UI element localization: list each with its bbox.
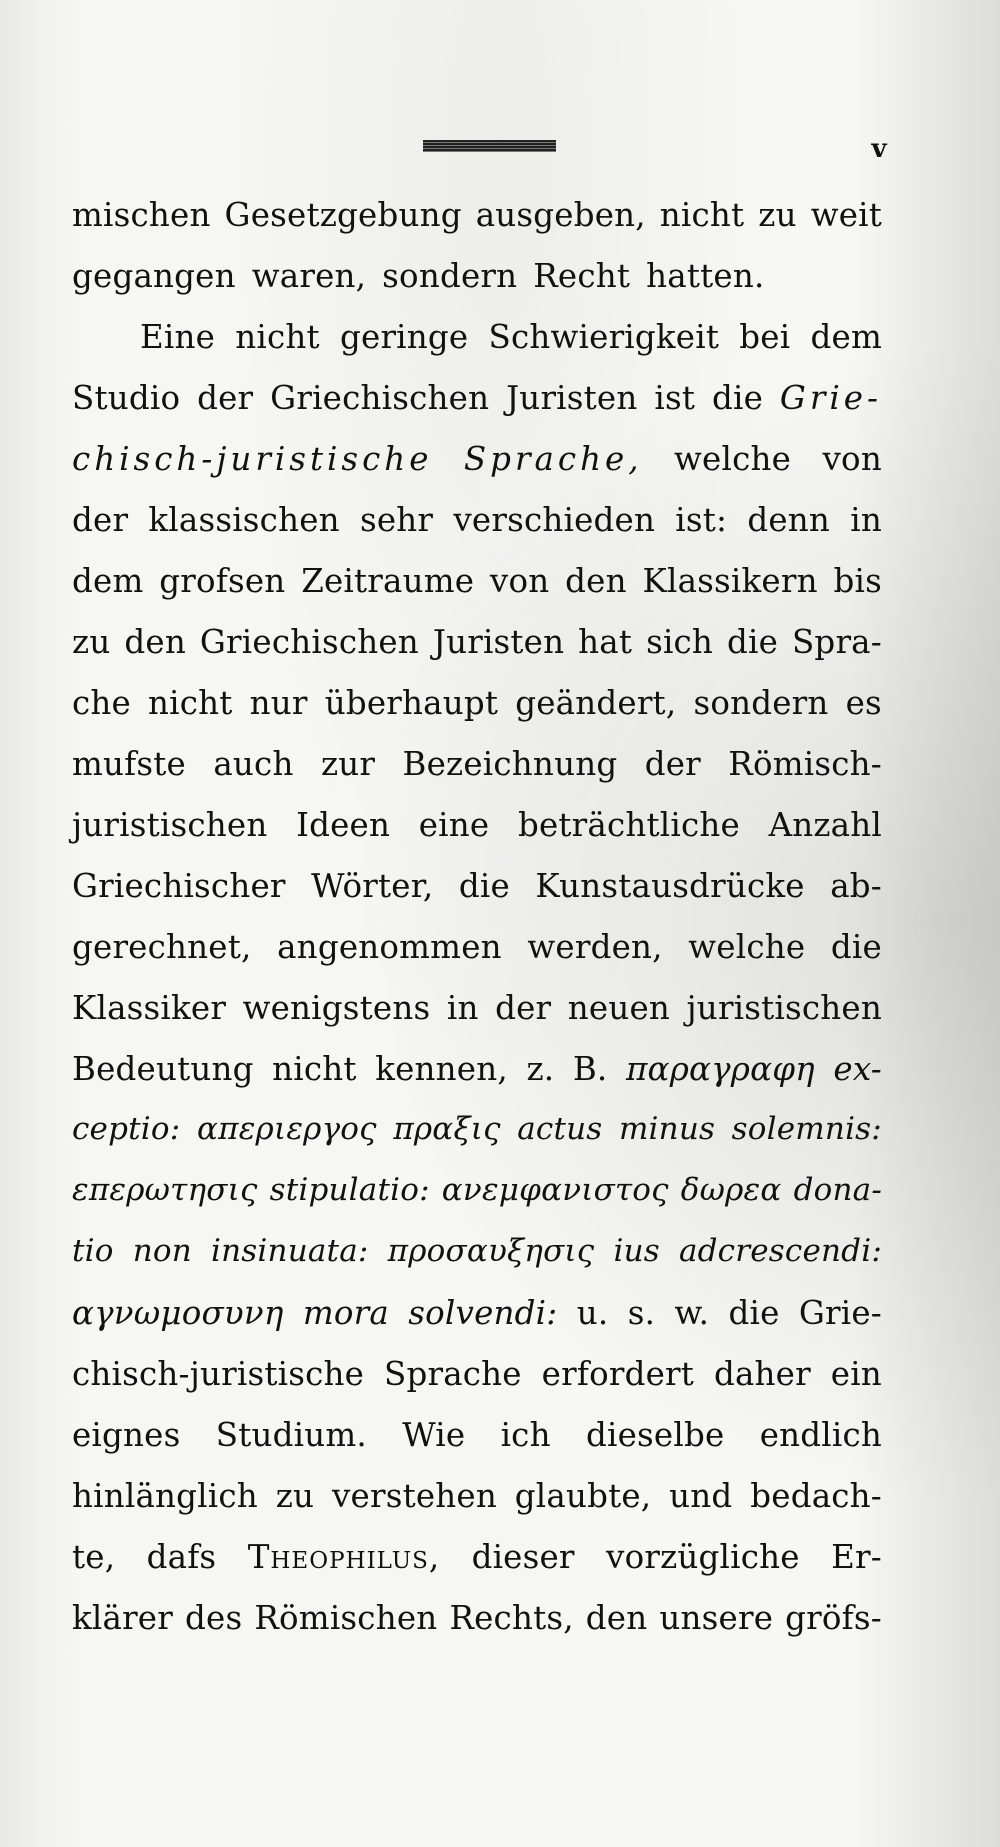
word: den xyxy=(565,562,627,600)
word: Theophilus, xyxy=(247,1538,441,1576)
text-line xyxy=(72,318,882,379)
word: in xyxy=(850,501,882,539)
word: mora xyxy=(302,1294,389,1332)
word: gerechnet, xyxy=(72,928,252,966)
word: actus xyxy=(517,1111,603,1147)
word: juristischen xyxy=(686,989,882,1027)
text-line xyxy=(72,745,882,806)
word: ausgeben, xyxy=(475,196,646,234)
word: u. xyxy=(576,1294,609,1332)
text-line xyxy=(72,989,882,1050)
text-line xyxy=(72,1294,882,1355)
word: auch xyxy=(213,745,294,783)
word: z. xyxy=(526,1050,555,1088)
word: sondern xyxy=(382,257,518,295)
word: dieser xyxy=(471,1538,575,1576)
word: zu xyxy=(758,196,797,234)
word: sich xyxy=(646,623,714,661)
word: Zeitraume xyxy=(301,562,475,600)
text-line xyxy=(72,1477,882,1538)
word: angenommen xyxy=(277,928,502,966)
word: die xyxy=(830,928,882,966)
word: weit xyxy=(810,196,882,234)
text-line xyxy=(72,1599,882,1660)
word: gröfs- xyxy=(785,1599,882,1637)
word: glaubte, xyxy=(514,1477,652,1515)
word: Juristen xyxy=(506,379,638,417)
word: verstehen xyxy=(331,1477,497,1515)
word: Römischen xyxy=(254,1599,438,1637)
word: ab- xyxy=(830,867,882,905)
word: zu xyxy=(275,1477,315,1515)
word: Er- xyxy=(831,1538,882,1576)
word: Griechischen xyxy=(270,379,490,417)
word: Klassikern xyxy=(642,562,818,600)
word: überhaupt xyxy=(324,684,499,722)
word: grofsen xyxy=(159,562,286,600)
text-line xyxy=(72,806,882,867)
word: Rechts, xyxy=(449,1599,574,1637)
word: hatten. xyxy=(646,257,765,295)
word: endlich xyxy=(759,1416,882,1454)
header-rule xyxy=(423,140,556,152)
word: Schwierigkeit xyxy=(488,318,720,356)
word: solemnis: xyxy=(731,1111,882,1147)
word: Studio xyxy=(72,379,181,417)
word: bedach- xyxy=(750,1477,882,1515)
word: Spra- xyxy=(791,623,882,661)
word: daher xyxy=(713,1355,811,1393)
word: Klassiker xyxy=(72,989,227,1027)
word: juristischen xyxy=(72,806,268,844)
word: Bezeichnung xyxy=(402,745,618,783)
word: che xyxy=(72,684,131,722)
word: dona- xyxy=(793,1172,882,1208)
word: mufste xyxy=(72,745,186,783)
word: solvendi: xyxy=(408,1294,558,1332)
word: προσαυξησις xyxy=(387,1233,595,1269)
word: ανεμφανιστος xyxy=(441,1172,669,1208)
word: den xyxy=(585,1599,648,1637)
word: wenigstens xyxy=(242,989,431,1027)
word: Ideen xyxy=(296,806,391,844)
word: Recht xyxy=(533,257,631,295)
word: Kunstausdrücke xyxy=(535,867,805,905)
word: απεριεργος xyxy=(197,1111,377,1147)
word: Juristen xyxy=(432,623,565,661)
text-line xyxy=(72,1355,882,1416)
word: die xyxy=(728,1294,780,1332)
word: kennen, xyxy=(375,1050,508,1088)
word: w. xyxy=(674,1294,710,1332)
word: eignes xyxy=(72,1416,181,1454)
word: Sprache, xyxy=(463,440,643,478)
text-line xyxy=(72,928,882,989)
text-line xyxy=(72,379,882,440)
word: in xyxy=(446,989,479,1027)
text-line xyxy=(72,1416,882,1477)
word: neuen xyxy=(567,989,671,1027)
word: sehr xyxy=(359,501,434,539)
word: hat xyxy=(578,623,633,661)
word: denn xyxy=(747,501,831,539)
word: Grie- xyxy=(798,1294,882,1332)
word: ius xyxy=(613,1233,660,1269)
text-line xyxy=(72,684,882,745)
word: den xyxy=(124,623,186,661)
word: sondern xyxy=(693,684,829,722)
word: nicht xyxy=(659,196,745,234)
text-line xyxy=(72,1233,882,1294)
word: bis xyxy=(833,562,882,600)
word: Studium. xyxy=(215,1416,367,1454)
word: Grie- xyxy=(779,379,882,417)
page-number: v xyxy=(871,134,887,164)
word: die xyxy=(727,623,779,661)
word: dieselbe xyxy=(586,1416,725,1454)
word: stipulatio: xyxy=(269,1172,430,1208)
word: des xyxy=(185,1599,243,1637)
word: vorzügliche xyxy=(606,1538,800,1576)
word: eine xyxy=(418,806,490,844)
text-line xyxy=(72,257,882,318)
word: gegangen xyxy=(72,257,236,295)
word: dem xyxy=(810,318,882,356)
word: nicht xyxy=(148,684,233,722)
word: ist xyxy=(654,379,696,417)
word: bei xyxy=(739,318,791,356)
word: παραγραφη xyxy=(625,1050,815,1088)
word: adcrescendi: xyxy=(678,1233,882,1269)
word: hinlänglich xyxy=(72,1477,258,1515)
word: insinuata: xyxy=(211,1233,369,1269)
word: unsere xyxy=(659,1599,774,1637)
word: beträchtliche xyxy=(517,806,740,844)
word: Griechischer xyxy=(72,867,286,905)
word: es xyxy=(845,684,882,722)
text-line xyxy=(72,1050,882,1111)
text-line xyxy=(72,440,882,501)
word: zur xyxy=(320,745,376,783)
word: ich xyxy=(500,1416,551,1454)
word: nicht xyxy=(235,318,320,356)
word: nur xyxy=(249,684,308,722)
word: ist: xyxy=(675,501,728,539)
word: Bedeutung xyxy=(72,1050,254,1088)
word: επερωτησις xyxy=(72,1172,258,1208)
word: der xyxy=(495,989,552,1027)
word: ceptio: xyxy=(72,1111,181,1147)
text-line xyxy=(72,1538,882,1599)
word: chisch-juristische xyxy=(72,1355,365,1393)
word: Wie xyxy=(402,1416,466,1454)
word: πραξις xyxy=(393,1111,501,1147)
word: mischen xyxy=(72,196,211,234)
word: klassischen xyxy=(148,501,340,539)
text-line xyxy=(72,867,882,928)
text-line xyxy=(72,1111,882,1172)
word: der xyxy=(72,501,129,539)
word: s. xyxy=(627,1294,656,1332)
text-line xyxy=(72,623,882,684)
text-line xyxy=(72,1172,882,1233)
word: Griechischen xyxy=(199,623,419,661)
word: Sprache xyxy=(383,1355,522,1393)
text-line xyxy=(72,501,882,562)
word: nicht xyxy=(272,1050,357,1088)
word: geringe xyxy=(340,318,469,356)
word: ein xyxy=(830,1355,882,1393)
word: Gesetzgebung xyxy=(224,196,462,234)
word: chisch-juristische xyxy=(72,440,433,478)
word: ex- xyxy=(833,1050,882,1088)
word: welche xyxy=(688,928,806,966)
body-text xyxy=(72,196,882,1660)
word: verschieden xyxy=(453,501,656,539)
word: geändert, xyxy=(515,684,677,722)
word: welche xyxy=(674,440,792,478)
word: klärer xyxy=(72,1599,173,1637)
word: Römisch- xyxy=(728,745,882,783)
word: der xyxy=(644,745,701,783)
word: zu xyxy=(72,623,111,661)
word: erfordert xyxy=(541,1355,695,1393)
word: von xyxy=(822,440,882,478)
word: der xyxy=(197,379,254,417)
word: die xyxy=(711,379,764,417)
word: αγνωμοσυνη xyxy=(72,1294,284,1332)
word: und xyxy=(669,1477,733,1515)
word: werden, xyxy=(527,928,663,966)
word: Wörter, xyxy=(311,867,434,905)
word: Eine xyxy=(140,318,216,356)
text-line xyxy=(72,196,882,257)
word: dem xyxy=(72,562,144,600)
word: die xyxy=(458,867,510,905)
word: tio xyxy=(72,1233,114,1269)
word: non xyxy=(132,1233,192,1269)
word: Anzahl xyxy=(768,806,882,844)
word: waren, xyxy=(251,257,367,295)
text-line xyxy=(72,562,882,623)
word: dafs xyxy=(146,1538,217,1576)
word: von xyxy=(489,562,550,600)
word: δωρεα xyxy=(680,1172,782,1208)
word: minus xyxy=(618,1111,716,1147)
word: te, xyxy=(72,1538,116,1576)
word: B. xyxy=(572,1050,608,1088)
